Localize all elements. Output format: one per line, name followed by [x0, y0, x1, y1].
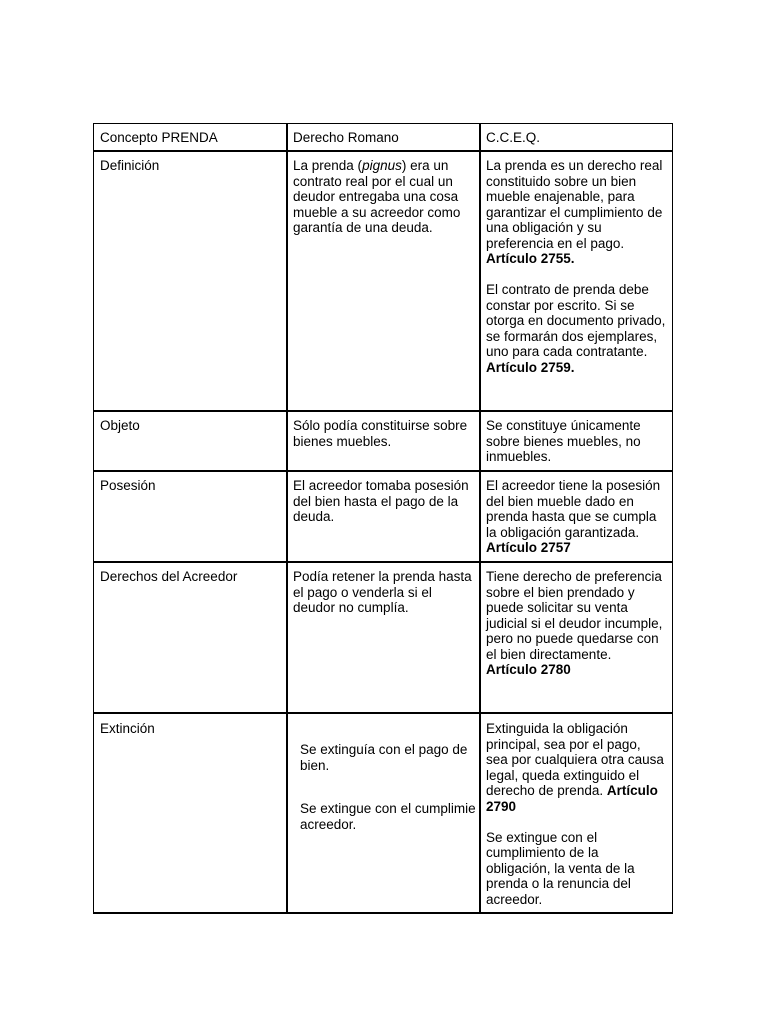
- header-cceq: C.C.E.Q.: [486, 130, 541, 145]
- row-concept-extincion: Extinción: [100, 721, 155, 736]
- cceq-posesion-text: El acreedor tiene la posesión del bien mueble dado en prenda hasta que se cumpla la obligación garantizada.: [486, 478, 661, 540]
- article-2755: Artículo 2755.: [486, 251, 575, 266]
- row-divider: [93, 712, 673, 714]
- row-concept-objeto: Objeto: [100, 418, 140, 433]
- roman-extincion-p1-line1: Se extinguía con el pago de: [300, 742, 468, 757]
- header-concept: Concepto PRENDA: [100, 130, 218, 145]
- table-border-top: [93, 123, 673, 124]
- table-border-bottom: [93, 912, 673, 914]
- article-2790: Artículo 2790: [486, 783, 658, 814]
- pignus-term: pignus: [362, 158, 402, 173]
- roman-definicion-text: La prenda (: [293, 158, 363, 173]
- roman-objeto: Sólo podía constituirse sobre bienes muebles.: [293, 418, 468, 449]
- table-border-left: [93, 123, 94, 914]
- header-roman-law: Derecho Romano: [293, 130, 399, 145]
- cceq-definicion-p2: El contrato de prenda debe constar por escrito. Si se otorga en documento privado, se formarán dos ejemplares, uno para cada contratante.: [486, 282, 666, 359]
- roman-extincion-p2-line1: Se extingue con el cumplimie: [300, 801, 476, 816]
- cceq-extincion-p1: Extinguida la obligación principal, sea por el pago, sea por cualquiera otra causa legal, queda extinguido el derecho de prenda.: [486, 721, 664, 798]
- roman-extincion-p1-line2: bien.: [300, 757, 330, 773]
- roman-posesion: El acreedor tomaba posesión del bien hasta el pago de la deuda.: [293, 478, 469, 524]
- article-2757: Artículo 2757: [486, 540, 571, 555]
- cceq-derechos-text: Tiene derecho de preferencia sobre el bien prendado y puede solicitar su venta judicial si el deudor incumple, pero no puede quedarse con el bien directamente.: [486, 569, 663, 662]
- header-divider: [93, 150, 673, 152]
- row-divider: [93, 470, 673, 472]
- column-divider: [479, 123, 481, 914]
- article-2780: Artículo 2780: [486, 662, 571, 677]
- row-divider: [93, 561, 673, 563]
- row-concept-derechos: Derechos del Acreedor: [100, 569, 238, 584]
- column-divider: [286, 123, 288, 914]
- row-concept-posesion: Posesión: [100, 478, 156, 493]
- row-divider: [93, 410, 673, 412]
- roman-definicion: [293, 158, 475, 236]
- roman-definicion-text-cont: ) era un contrato real por el cual un deudor entregaba una cosa mueble a su acreedor como garantía de una deuda.: [293, 158, 461, 235]
- cceq-definicion: [486, 158, 666, 375]
- cceq-definicion-p1: La prenda es un derecho real constituido sobre un bien mueble enajenable, para garantizar el cumplimiento de una obligación y su preferencia en el pago.: [486, 158, 663, 251]
- roman-extincion-p2-line2: acreedor.: [300, 816, 357, 832]
- cceq-posesion: [486, 478, 666, 556]
- table-border-right: [672, 123, 673, 914]
- cceq-objeto: Se constituye únicamente sobre bienes muebles, no inmuebles.: [486, 418, 641, 464]
- cceq-extincion: [486, 721, 666, 907]
- article-2759: Artículo 2759.: [486, 359, 575, 375]
- cceq-derechos: [486, 569, 668, 678]
- roman-derechos: Podía retener la prenda hasta el pago o venderla si el deudor no cumplía.: [293, 569, 472, 615]
- roman-extincion: [300, 742, 479, 832]
- row-concept-definicion: Definición: [100, 158, 160, 173]
- cceq-extincion-p2: Se extingue con el cumplimiento de la obligación, la venta de la prenda o la renuncia del acreedor.: [486, 829, 635, 907]
